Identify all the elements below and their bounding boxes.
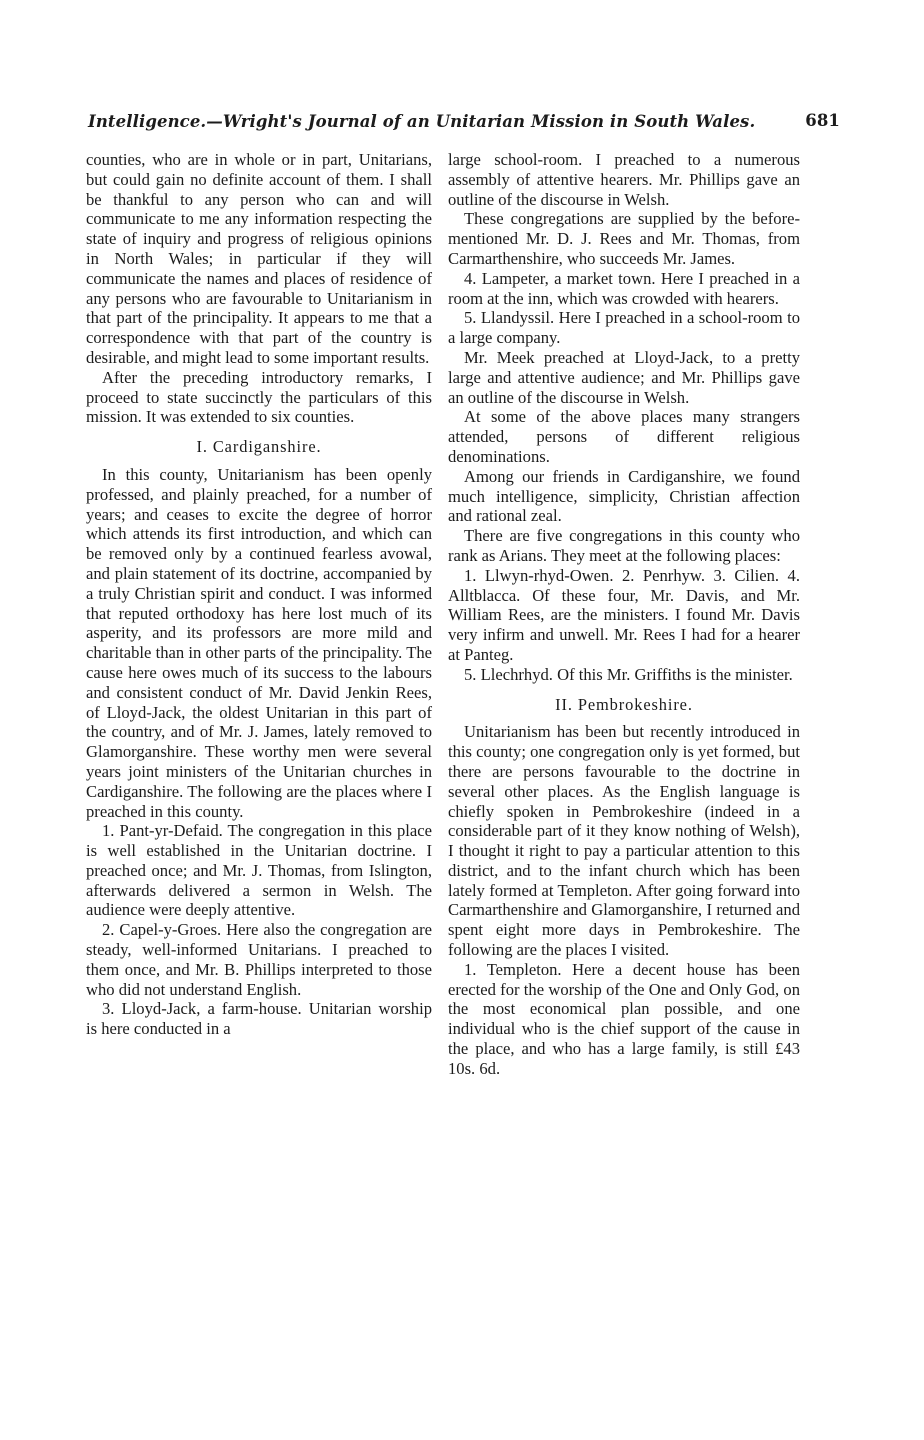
paragraph: 1. Pant-yr-Defaid. The congregation in this place is well established in the Unitarian doctrine. I preached once; and Mr. J. Thomas, from Islington, afterwards delivered a sermon in Welsh. The audience were deeply attentive. bbox=[86, 821, 432, 920]
paragraph: 5. Llechrhyd. Of this Mr. Griffiths is the minister. bbox=[464, 664, 793, 684]
running-header bbox=[88, 112, 840, 131]
paragraph: At some of the above places many strangers attended, persons of different religious denominations. bbox=[448, 407, 800, 466]
section-heading-cardiganshire: I. Cardiganshire. bbox=[196, 437, 322, 457]
paragraph: 1. Templeton. Here a decent house has been erected for the worship of the One and Only God, on the most economical plan possible, and one individual who is the chief support of the cause in the place, and who has a large family, is still £43 10s. 6d. bbox=[448, 959, 800, 1078]
paragraph: Among our friends in Cardiganshire, we found much intelligence, simplicity, Christian affection and rational zeal. bbox=[448, 466, 800, 526]
paragraph: These congregations are supplied by the before-mentioned Mr. D. J. Rees and Mr. Thomas, from Carmarthenshire, who succeeds Mr. James. bbox=[448, 209, 800, 268]
paragraph: large school-room. I preached to a numerous assembly of attentive hearers. Mr. Phillips gave an outline of the discourse in Welsh. bbox=[448, 150, 800, 209]
right-column bbox=[448, 150, 800, 1079]
paragraph: Unitarianism has been but recently introduced in this county; one congregation only is yet formed, but there are persons favourable to the doctrine in several other places. As the English language is chiefly spoken in Pembrokeshire (indeed in a considerable part of it they know nothing of Welsh), I thought it right to pay a particular attention to this district, and to the infant church which has been lately formed at Templeton. After going forward into Carmarthenshire and Glamorganshire, I returned and spent eight more days in Pembrokeshire. The following are the places I visited. bbox=[448, 722, 800, 960]
paragraph: After the preceding introductory remarks, I proceed to state succinctly the particulars of this mission. It was extended to six counties. bbox=[86, 367, 432, 427]
section-heading-pembrokeshire: II. Pembrokeshire. bbox=[555, 694, 693, 714]
paragraph: 5. Llandyssil. Here I preached in a school-room to a large company. bbox=[448, 308, 800, 348]
paragraph: 2. Capel-y-Groes. Here also the congregation are steady, well-informed Unitarians. I preached to them once, and Mr. B. Phillips interpreted to those who did not understand English. bbox=[86, 920, 432, 999]
page-number: 681 bbox=[805, 111, 840, 130]
paragraph: 4. Lampeter, a market town. Here I preached in a room at the inn, which was crowded with hearers. bbox=[448, 268, 800, 308]
paragraph: 1. Llwyn-rhyd-Owen. 2. Penrhyw. 3. Cilien. 4. Alltblacca. Of these four, Mr. Davis, and Mr. William Rees, are the ministers. I found Mr. Davis very infirm and unwell. Mr. Rees I had for a hearer at Panteg. bbox=[448, 565, 800, 664]
paragraph: Mr. Meek preached at Lloyd-Jack, to a pretty large and attentive audience; and Mr. Phillips gave an outline of the discourse in Welsh. bbox=[448, 347, 800, 407]
paragraph: counties, who are in whole or in part, Unitarians, but could gain no definite account of them. I shall be thankful to any person who can and will communicate to me any information respecting the state of inquiry and progress of religious opinions in North Wales; in particular if they will communicate the names and places of residence of any persons who are favourable to Unitarianism in that part of the principality. It appears to me that a correspondence with that part of the country is desirable, and might lead to some important results. bbox=[86, 150, 432, 367]
paragraph: There are five congregations in this county who rank as Arians. They meet at the following places: bbox=[448, 526, 800, 565]
paragraph: 3. Lloyd-Jack, a farm-house. Unitarian worship is here conducted in a bbox=[86, 999, 432, 1039]
left-column bbox=[86, 150, 432, 1039]
header-title: Intelligence.—Wright's Journal of an Unitarian Mission in South Wales. bbox=[88, 112, 756, 131]
paragraph: In this county, Unitarianism has been openly professed, and plainly preached, for a number of years; and ceases to excite the degree of horror which attends its first introduction, and which can be removed only by a continued fearless avowal, and plain statement of its doctrine, accompanied by a truly Christian spirit and conduct. I was informed that reputed orthodoxy has here lost much of its asperity, and its professors are more mild and charitable than in other parts of the principality. The cause here owes much of its success to the labours and consistent conduct of Mr. David Jenkin Rees, of Lloyd-Jack, the oldest Unitarian in this part of the country, and of Mr. J. James, lately removed to Glamorganshire. These worthy men were several years joint ministers of the Unitarian churches in Cardiganshire. The following are the places where I preached in this county. bbox=[86, 464, 432, 821]
